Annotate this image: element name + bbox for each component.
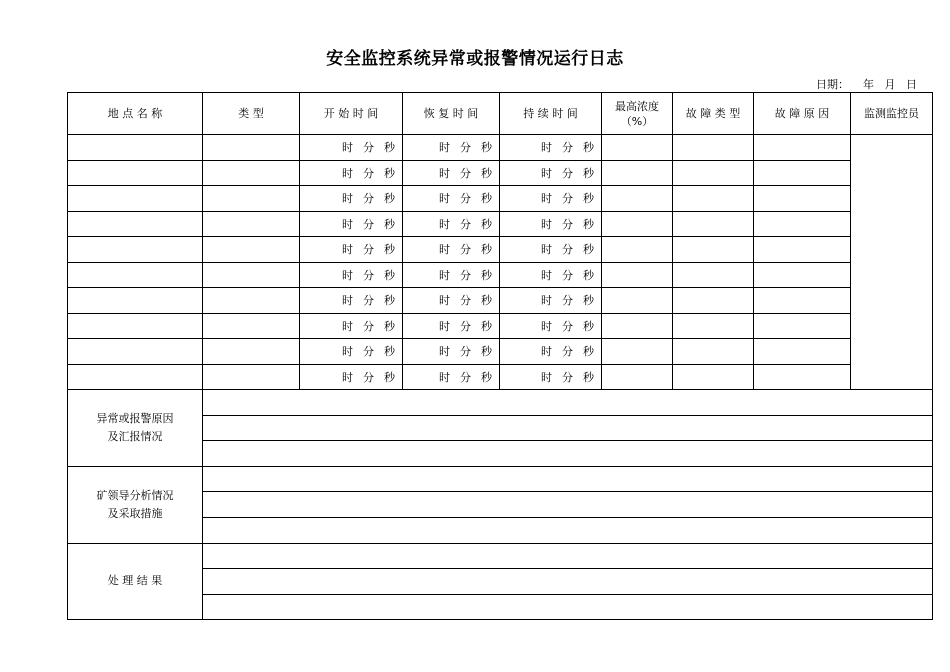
start-time-cell[interactable]: 时 分 秒 xyxy=(300,160,403,186)
log-row xyxy=(68,262,933,288)
duration-cell[interactable]: 时 分 秒 xyxy=(500,339,602,365)
max-concentration-cell[interactable] xyxy=(602,262,673,288)
start-time-cell[interactable]: 时 分 秒 xyxy=(300,237,403,263)
restore-time-cell[interactable]: 时 分 秒 xyxy=(403,288,500,314)
header-max-concentration-label: 最高浓度 xyxy=(615,99,659,113)
date-label: 日期： 年 月 日 xyxy=(816,78,917,91)
leader-section-label xyxy=(68,466,203,543)
fault-cause-cell[interactable] xyxy=(754,288,851,314)
location-cell[interactable] xyxy=(68,313,203,339)
restore-time-cell[interactable]: 时 分 秒 xyxy=(403,262,500,288)
log-table xyxy=(67,92,933,620)
log-row xyxy=(68,237,933,263)
fault-type-cell[interactable] xyxy=(673,186,754,212)
max-concentration-cell[interactable] xyxy=(602,135,673,161)
location-cell[interactable] xyxy=(68,339,203,365)
fault-cause-cell[interactable] xyxy=(754,160,851,186)
fault-cause-cell[interactable] xyxy=(754,364,851,390)
abnormal-label-line2: 及汇报情况 xyxy=(107,429,163,443)
max-concentration-cell[interactable] xyxy=(602,288,673,314)
log-body xyxy=(68,135,933,620)
location-cell[interactable] xyxy=(68,364,203,390)
result-section-label: 处 理 结 果 xyxy=(68,543,203,620)
log-row xyxy=(68,364,933,390)
location-cell[interactable] xyxy=(68,135,203,161)
header-duration: 持 续 时 间 xyxy=(500,93,602,135)
leader-entry-line[interactable] xyxy=(203,466,933,492)
type-cell[interactable] xyxy=(203,288,300,314)
type-cell[interactable] xyxy=(203,186,300,212)
type-cell[interactable] xyxy=(203,262,300,288)
header-start-time: 开 始 时 间 xyxy=(300,93,403,135)
fault-cause-cell[interactable] xyxy=(754,339,851,365)
type-cell[interactable] xyxy=(203,211,300,237)
restore-time-cell[interactable]: 时 分 秒 xyxy=(403,364,500,390)
location-cell[interactable] xyxy=(68,186,203,212)
log-row xyxy=(68,288,933,314)
result-entry-line[interactable] xyxy=(203,543,933,569)
max-concentration-cell[interactable] xyxy=(602,211,673,237)
abnormal-entry-line[interactable] xyxy=(203,415,933,441)
leader-entry-line[interactable] xyxy=(203,492,933,518)
max-concentration-cell[interactable] xyxy=(602,313,673,339)
page-title: 安全监控系统异常或报警情况运行日志 xyxy=(326,49,624,69)
header-type: 类 型 xyxy=(203,93,300,135)
duration-cell[interactable]: 时 分 秒 xyxy=(500,288,602,314)
start-time-cell[interactable]: 时 分 秒 xyxy=(300,211,403,237)
log-row xyxy=(68,339,933,365)
restore-time-cell[interactable]: 时 分 秒 xyxy=(403,313,500,339)
log-row xyxy=(68,313,933,339)
log-row xyxy=(68,135,933,161)
fault-type-cell[interactable] xyxy=(673,211,754,237)
type-cell[interactable] xyxy=(203,237,300,263)
duration-cell[interactable]: 时 分 秒 xyxy=(500,186,602,212)
fault-type-cell[interactable] xyxy=(673,237,754,263)
duration-cell[interactable]: 时 分 秒 xyxy=(500,211,602,237)
duration-cell[interactable]: 时 分 秒 xyxy=(500,313,602,339)
start-time-cell[interactable]: 时 分 秒 xyxy=(300,262,403,288)
fault-cause-cell[interactable] xyxy=(754,262,851,288)
fault-type-cell[interactable] xyxy=(673,160,754,186)
log-row xyxy=(68,211,933,237)
leader-label-line2: 及采取措施 xyxy=(107,506,163,520)
duration-cell[interactable]: 时 分 秒 xyxy=(500,160,602,186)
max-concentration-cell[interactable] xyxy=(602,364,673,390)
header-location: 地 点 名 称 xyxy=(68,93,203,135)
header-row xyxy=(68,93,933,135)
start-time-cell[interactable]: 时 分 秒 xyxy=(300,364,403,390)
start-time-cell[interactable]: 时 分 秒 xyxy=(300,339,403,365)
fault-type-cell[interactable] xyxy=(673,339,754,365)
leader-label-line1: 矿领导分析情况 xyxy=(96,488,174,502)
abnormal-entry-line[interactable] xyxy=(203,441,933,467)
fault-type-cell[interactable] xyxy=(673,313,754,339)
duration-cell[interactable]: 时 分 秒 xyxy=(500,237,602,263)
fault-type-cell[interactable] xyxy=(673,135,754,161)
restore-time-cell[interactable]: 时 分 秒 xyxy=(403,339,500,365)
result-section-row xyxy=(68,543,933,569)
restore-time-cell[interactable]: 时 分 秒 xyxy=(403,237,500,263)
header-restore-time: 恢 复 时 间 xyxy=(403,93,500,135)
log-row xyxy=(68,160,933,186)
header-max-concentration xyxy=(602,93,673,135)
log-row xyxy=(68,186,933,212)
header-monitor: 监测监控员 xyxy=(851,93,933,135)
max-concentration-cell[interactable] xyxy=(602,339,673,365)
abnormal-section-label xyxy=(68,390,203,467)
restore-time-cell[interactable]: 时 分 秒 xyxy=(403,186,500,212)
fault-type-cell[interactable] xyxy=(673,288,754,314)
type-cell[interactable] xyxy=(203,313,300,339)
result-entry-line[interactable] xyxy=(203,569,933,595)
abnormal-label-line1: 异常或报警原因 xyxy=(96,411,174,425)
fault-cause-cell[interactable] xyxy=(754,186,851,212)
restore-time-cell[interactable]: 时 分 秒 xyxy=(403,135,500,161)
type-cell[interactable] xyxy=(203,339,300,365)
type-cell[interactable] xyxy=(203,160,300,186)
type-cell[interactable] xyxy=(203,364,300,390)
fault-cause-cell[interactable] xyxy=(754,313,851,339)
location-cell[interactable] xyxy=(68,160,203,186)
location-cell[interactable] xyxy=(68,262,203,288)
leader-entry-line[interactable] xyxy=(203,517,933,543)
max-concentration-cell[interactable] xyxy=(602,237,673,263)
location-cell[interactable] xyxy=(68,288,203,314)
fault-type-cell[interactable] xyxy=(673,262,754,288)
fault-cause-cell[interactable] xyxy=(754,135,851,161)
start-time-cell[interactable]: 时 分 秒 xyxy=(300,313,403,339)
location-cell[interactable] xyxy=(68,211,203,237)
fault-cause-cell[interactable] xyxy=(754,211,851,237)
duration-cell[interactable]: 时 分 秒 xyxy=(500,262,602,288)
location-cell[interactable] xyxy=(68,237,203,263)
duration-cell[interactable]: 时 分 秒 xyxy=(500,364,602,390)
fault-cause-cell[interactable] xyxy=(754,237,851,263)
header-fault-type: 故 障 类 型 xyxy=(673,93,754,135)
header-fault-cause: 故 障 原 因 xyxy=(754,93,851,135)
duration-cell[interactable]: 时 分 秒 xyxy=(500,135,602,161)
fault-type-cell[interactable] xyxy=(673,364,754,390)
max-concentration-cell[interactable] xyxy=(602,160,673,186)
abnormal-section-row xyxy=(68,390,933,416)
start-time-cell[interactable]: 时 分 秒 xyxy=(300,135,403,161)
restore-time-cell[interactable]: 时 分 秒 xyxy=(403,211,500,237)
type-cell[interactable] xyxy=(203,135,300,161)
max-concentration-cell[interactable] xyxy=(602,186,673,212)
header-max-concentration-unit: （%） xyxy=(620,114,654,128)
leader-section-row xyxy=(68,466,933,492)
result-entry-line[interactable] xyxy=(203,594,933,620)
restore-time-cell[interactable]: 时 分 秒 xyxy=(403,160,500,186)
abnormal-entry-line[interactable] xyxy=(203,390,933,416)
monitor-cell[interactable] xyxy=(851,135,933,390)
start-time-cell[interactable]: 时 分 秒 xyxy=(300,288,403,314)
start-time-cell[interactable]: 时 分 秒 xyxy=(300,186,403,212)
